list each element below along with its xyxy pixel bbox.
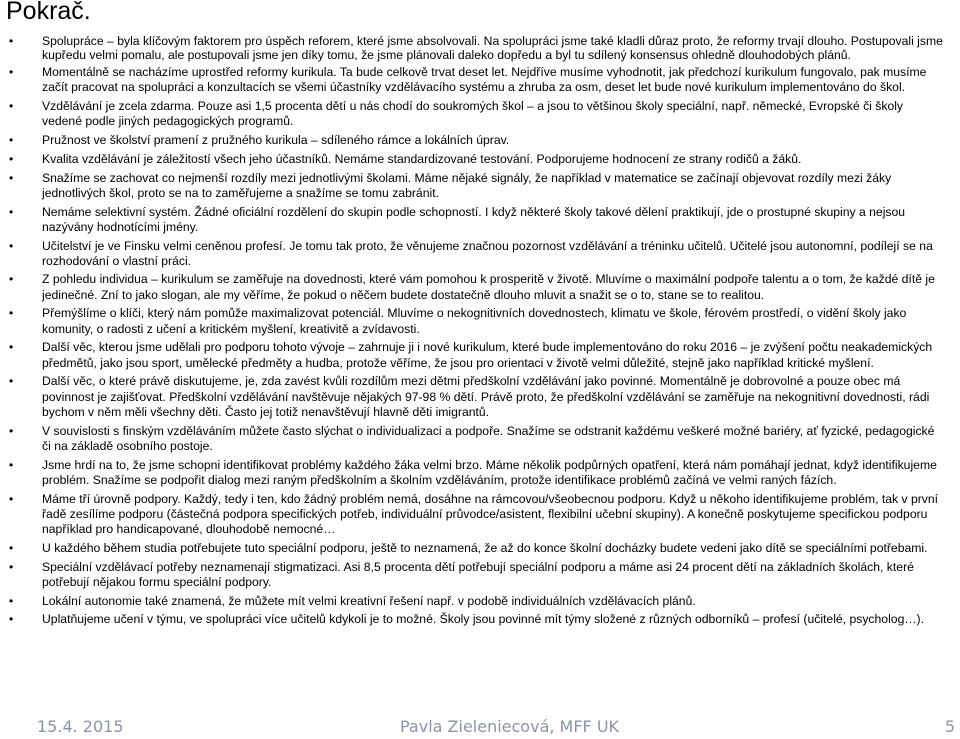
bullet-list — [0, 35, 960, 631]
bullet-item — [0, 594, 960, 609]
bullet-dot-icon: • — [9, 593, 14, 608]
bullet-dot-icon: • — [9, 204, 14, 219]
footer-date: 15.4. 2015 — [37, 717, 124, 736]
bullet-item — [0, 272, 960, 303]
bullet-dot-icon: • — [9, 65, 14, 80]
bullet-text: Přemýšlíme o klíči, který nám pomůže maximalizovat potenciál. Mluvíme o nekognitivních dovednostech, klimatu ve škole, férovém prostředí, o vidění školy jako komunity, o radosti z učení a kritickém myšlení, kreativitě a zvídavosti. — [42, 306, 907, 336]
bullet-dot-icon: • — [9, 99, 14, 114]
bullet-text: Momentálně se nacházíme uprostřed reformy kurikula. Ta bude celkově trvat deset let. Nejdříve musíme vyhodnotit, jak předchozí kurikulum fungovalo, pak musíme začít pracovat na spolupráci a konzultacích se všemi účastníky vzdělávacího systému a zhruba za osm, deset let bude nové kurikulum implementováno do škol. — [42, 65, 927, 95]
bullet-text: Uplatňujeme učení v týmu, ve spolupráci více učitelů kdykoli je to možné. Školy jsou povinné mít týmy složené z různých odborníků – profesí (učitelé, psycholog…). — [42, 612, 924, 627]
bullet-text: V souvislosti s finským vzděláváním můžete často slýchat o individualizaci a podpoře. Snažíme se odstranit každému veškeré možné bariéry, ať fyzické, pedagogické či na základě osobního postoje. — [42, 423, 935, 454]
bullet-text: U každého během studia potřebujete tuto speciální podporu, ještě to neznamená, že až do konce školní docházky budete vedeni jako dítě se speciálními potřebami. — [42, 540, 928, 555]
bullet-dot-icon: • — [9, 457, 14, 472]
bullet-item — [0, 458, 960, 489]
bullet-text: Speciální vzdělávací potřeby neznamenají stigmatizaci. Asi 8,5 procenta dětí potřebují speciální podporu a máme asi 24 procent dětí na základních školách, které potřebují nějakou formu speciální podpory. — [42, 559, 914, 589]
bullet-item — [0, 239, 960, 270]
bullet-dot-icon: • — [9, 540, 14, 555]
bullet-dot-icon: • — [9, 612, 14, 627]
bullet-text: Další věc, o které právě diskutujeme, je, zda zavést kvůli rozdílům mezi dětmi předškolní vzdělávání jako povinné. Momentálně je dobrovolné a pouze obec má povinnost je zajišťovat. Předškolní vzdělávání navštěvuje nějakých 97-98 % dětí. Právě proto, že předškolní vzdělávání se zaměřuje na nekognitivní dovednosti, rádi bychom v něm měli všechny děti. Často jej totiž nenavštěvují hlavně děti imigrantů. — [42, 374, 930, 420]
bullet-dot-icon: • — [9, 340, 14, 355]
bullet-dot-icon: • — [9, 559, 14, 574]
slide-title: Pokrač. — [6, 0, 91, 25]
bullet-item — [0, 612, 960, 627]
bullet-item — [0, 424, 960, 455]
bullet-dot-icon: • — [9, 306, 14, 321]
bullet-text: Kvalita vzdělávání je záležitostí všech jeho účastníků. Nemáme standardizované testování. Podporujeme hodnocení ze strany rodičů a žáků. — [42, 151, 802, 166]
bullet-item — [0, 133, 960, 148]
bullet-item — [0, 374, 960, 420]
bullet-text: Z pohledu individua – kurikulum se zaměřuje na dovednosti, které vám pomohou k prosperitě v životě. Mluvíme o maximální podpoře talentu a o tom, že každé dítě je jedinečné. Zní to jako slogan, ale my věříme, že pokud o něčem budete dostatečně dlouho mluvit a snažit se o to, stane se to realitou. — [42, 272, 935, 302]
bullet-dot-icon: • — [9, 423, 14, 438]
bullet-text: Učitelství je ve Finsku velmi ceněnou profesí. Je tomu tak proto, že věnujeme značnou pozornost vzdělávání a tréninku učitelů. Učitelé jsou autonomní, podílejí se na rozhodování o vlastní práci. — [42, 238, 933, 268]
page-number: 5 — [944, 717, 955, 736]
bullet-dot-icon: • — [9, 133, 14, 148]
bullet-dot-icon: • — [9, 34, 14, 48]
bullet-text: Vzdělávání je zcela zdarma. Pouze asi 1,5 procenta dětí u nás chodí do soukromých škol – a jsou to většinou školy speciální, např. německé, Evropské či školy vedené podle jiných pedagogických programů. — [42, 99, 904, 129]
bullet-dot-icon: • — [9, 491, 14, 506]
bullet-text: Snažíme se zachovat co nejmenší rozdíly mezi jednotlivými školami. Máme nějaké signály, že například v matematice se začínají objevovat rozdíly mezi žáky jednotlivých škol, proto se na to zaměřujeme a snažíme se tomu zabránit. — [42, 170, 892, 200]
bullet-item — [0, 205, 960, 236]
bullet-text: Lokální autonomie také znamená, že můžete mít velmi kreativní řešení např. v podobě individuálních vzdělávacích plánů. — [42, 593, 696, 608]
bullet-text: Jsme hrdí na to, že jsme schopni identifikovat problémy každého žáka velmi brzo. Máme několik podpůrných opatření, která nám pomáhají jednat, když identifikujeme problém. Snažíme se podpořit dialog mezi raným předškolním a školním vzděláváním, protože identifikace problémů začíná ve velmi raných fázích. — [42, 457, 937, 487]
bullet-item — [0, 99, 960, 130]
bullet-text: Další věc, kterou jsme udělali pro podporu tohoto vývoje – zahrnuje ji i nové kurikulum, které bude implementováno do roku 2016 – je zvýšení počtu neakademických předmětů, jako jsou sport, umělecké předměty a hudba, protože věříme, že jsou pro orientaci v životě velmi důležité, stejně jako například kritické myšlení. — [42, 340, 933, 370]
footer-author: Pavla Zieleniecová, MFF UK — [400, 717, 620, 736]
bullet-item — [0, 492, 960, 538]
bullet-item — [0, 306, 960, 337]
bullet-item — [0, 541, 960, 556]
bullet-dot-icon: • — [9, 272, 14, 287]
bullet-dot-icon: • — [9, 238, 14, 253]
bullet-item — [0, 340, 960, 371]
bullet-dot-icon: • — [9, 374, 14, 389]
bullet-dot-icon: • — [9, 170, 14, 185]
bullet-dot-icon: • — [9, 151, 14, 166]
bullet-item — [0, 35, 960, 62]
bullet-text: Spolupráce – byla klíčovým faktorem pro úspěch reforem, které jsme absolvovali. Na spolupráci jsme také kladli důraz proto, že reformy trvají dlouho. Postupovali jsme kupředu velmi pomalu, ale postupovali jsme jen díky tomu, že jsme plánovali daleko dopředu a byl tu sdílený konsensus ohledně dlouhodobých plánů. — [42, 34, 943, 62]
bullet-text: Pružnost ve školství pramení z pružného kurikula – sdíleného rámce a lokálních úprav. — [42, 133, 510, 148]
bullet-item — [0, 171, 960, 202]
bullet-item — [0, 152, 960, 167]
bullet-item — [0, 560, 960, 591]
bullet-text: Máme tří úrovně podpory. Každý, tedy i ten, kdo žádný problém nemá, dosáhne na rámcovou/všeobecnou podporu. Když u někoho identifikujeme problém, tak v první řadě zesílíme podporu (částečná podpora specifických potřeb, individuální průvodce/asistent, flexibilní učební skupiny). A konečně poskytujeme specifickou podporu například pro handicapované, dlouhodobě nemocné… — [42, 491, 939, 537]
bullet-item — [0, 65, 960, 96]
bullet-text: Nemáme selektivní systém. Žádné oficiální rozdělení do skupin podle schopností. I když některé školy takové dělení praktikují, jde o prostupné skupiny a nejsou nazývány hodnotícími jmény. — [42, 204, 906, 234]
